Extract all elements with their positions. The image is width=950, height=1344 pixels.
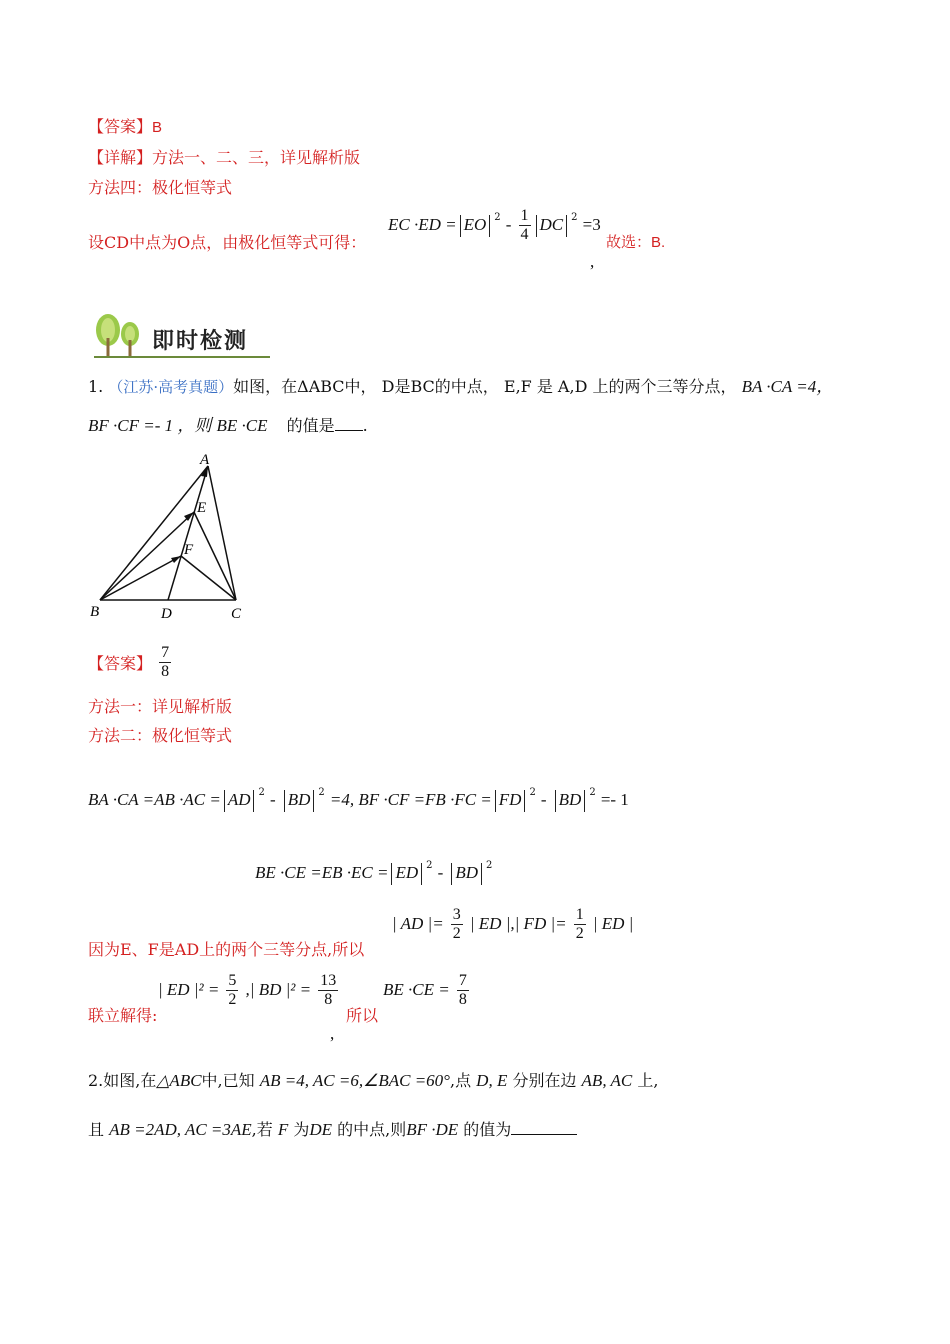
section-title: 即时检测 <box>152 329 249 354</box>
label-F: F <box>184 542 194 558</box>
label-C: C <box>231 606 242 622</box>
formula-minus: - <box>505 215 512 234</box>
q1-equation1: BA ·CA =AB ·AC = AD $^2$ - BD $^2$ =4, BF ·CF =FB ·FC = FD $^2$ - BD $^2$ =- 1 <box>88 787 629 812</box>
q1-equation2: BE ·CE =EB ·EC = ED $^2$ - BD $^2$ <box>255 860 492 885</box>
formula-lhs: EC ·ED = <box>388 215 457 234</box>
section-banner <box>88 308 278 360</box>
label-D: D <box>161 606 172 622</box>
polarization-formula: EC ·ED = EO $^2$ - $\frac{1}{4}$ DC $^2$ =3 <box>388 207 601 243</box>
method4-line: 方法四：极化恒等式 <box>88 178 233 197</box>
q1-method1: 方法一：详见解析版 <box>88 697 233 716</box>
label-E: E <box>197 500 207 516</box>
q1-number: 1. <box>88 377 104 396</box>
formula-eo: EO <box>463 215 487 234</box>
formula-dc: DC <box>539 215 564 234</box>
q1-relation: | AD |= $\frac{3}{2}$ | ED |,| FD |= $\frac{1}{2}$ | ED | <box>392 906 634 942</box>
q1-answer-label: 【答案】 <box>88 654 153 673</box>
comma-mark: , <box>590 252 595 271</box>
q1-so-label: 所以 <box>346 1006 379 1025</box>
detail-line <box>88 145 360 168</box>
q1-line2: BF ·CF =- 1 ，则 BE ·CE 的值是 . <box>88 416 368 435</box>
answer-line <box>88 114 162 137</box>
q1-text-c: E,F 是 A,D 上的两个三等分点， <box>503 377 737 396</box>
q1-ask: 的值是 <box>286 416 335 435</box>
q1-because-text: 因为E、F是AD上的两个三等分点,所以 <box>88 940 365 959</box>
q1-answer-fraction: $\frac{7}{8}$ <box>161 644 170 680</box>
q1-cond1: BA ·CA =4， <box>741 377 834 396</box>
label-A: A <box>200 452 210 468</box>
q1-solution: | ED |² = $\frac{5}{2}$ ,| BD |² = $\frac{13}{8}$ <box>158 972 337 1008</box>
q1-source: （江苏·高考真题） <box>108 378 234 396</box>
q1-solve-label: 联立解得: <box>88 1006 158 1025</box>
q2-answer-blank <box>511 1134 577 1135</box>
detail-text: 方法一、二、三，详见解析版 <box>152 148 361 167</box>
q1-text-b: D是BC的中点， <box>381 377 499 396</box>
q1-line1 <box>88 372 833 397</box>
q1-final: BE ·CE = $\frac{7}{8}$ <box>383 972 467 1008</box>
label-B: B <box>90 604 100 620</box>
q1-comma: , <box>330 1024 335 1043</box>
q1-target: BE ·CE <box>216 416 268 435</box>
answer-label: 【答案】 <box>88 117 153 136</box>
q1-text-a: 如图，在ΔABC中， <box>233 377 377 396</box>
answer-value: B <box>152 119 163 136</box>
q2-line2: 且 AB =2AD, AC =3AE,若 F 为DE 的中点,则BF ·DE 的值为 <box>88 1117 577 1140</box>
q2-line1: 2.如图,在△ABC中,已知 AB =4, AC =6,∠BAC =60°,点 D, E 分别在边 AB, AC 上, <box>88 1071 659 1090</box>
detail-label: 【详解】 <box>88 148 153 167</box>
q1-method2: 方法二：极化恒等式 <box>88 726 233 745</box>
formula-fraction: $\frac{1}{4}$ <box>520 207 529 243</box>
formula-rhs: =3 <box>582 215 601 234</box>
q1-cond2: BF ·CF =- 1 ，则 <box>88 416 212 435</box>
setup-text: 设CD中点为O点，由极化恒等式可得： <box>88 233 367 252</box>
q1-answer <box>88 644 173 681</box>
triangle-figure <box>86 446 256 626</box>
choose-text: 故选：B. <box>606 234 666 251</box>
